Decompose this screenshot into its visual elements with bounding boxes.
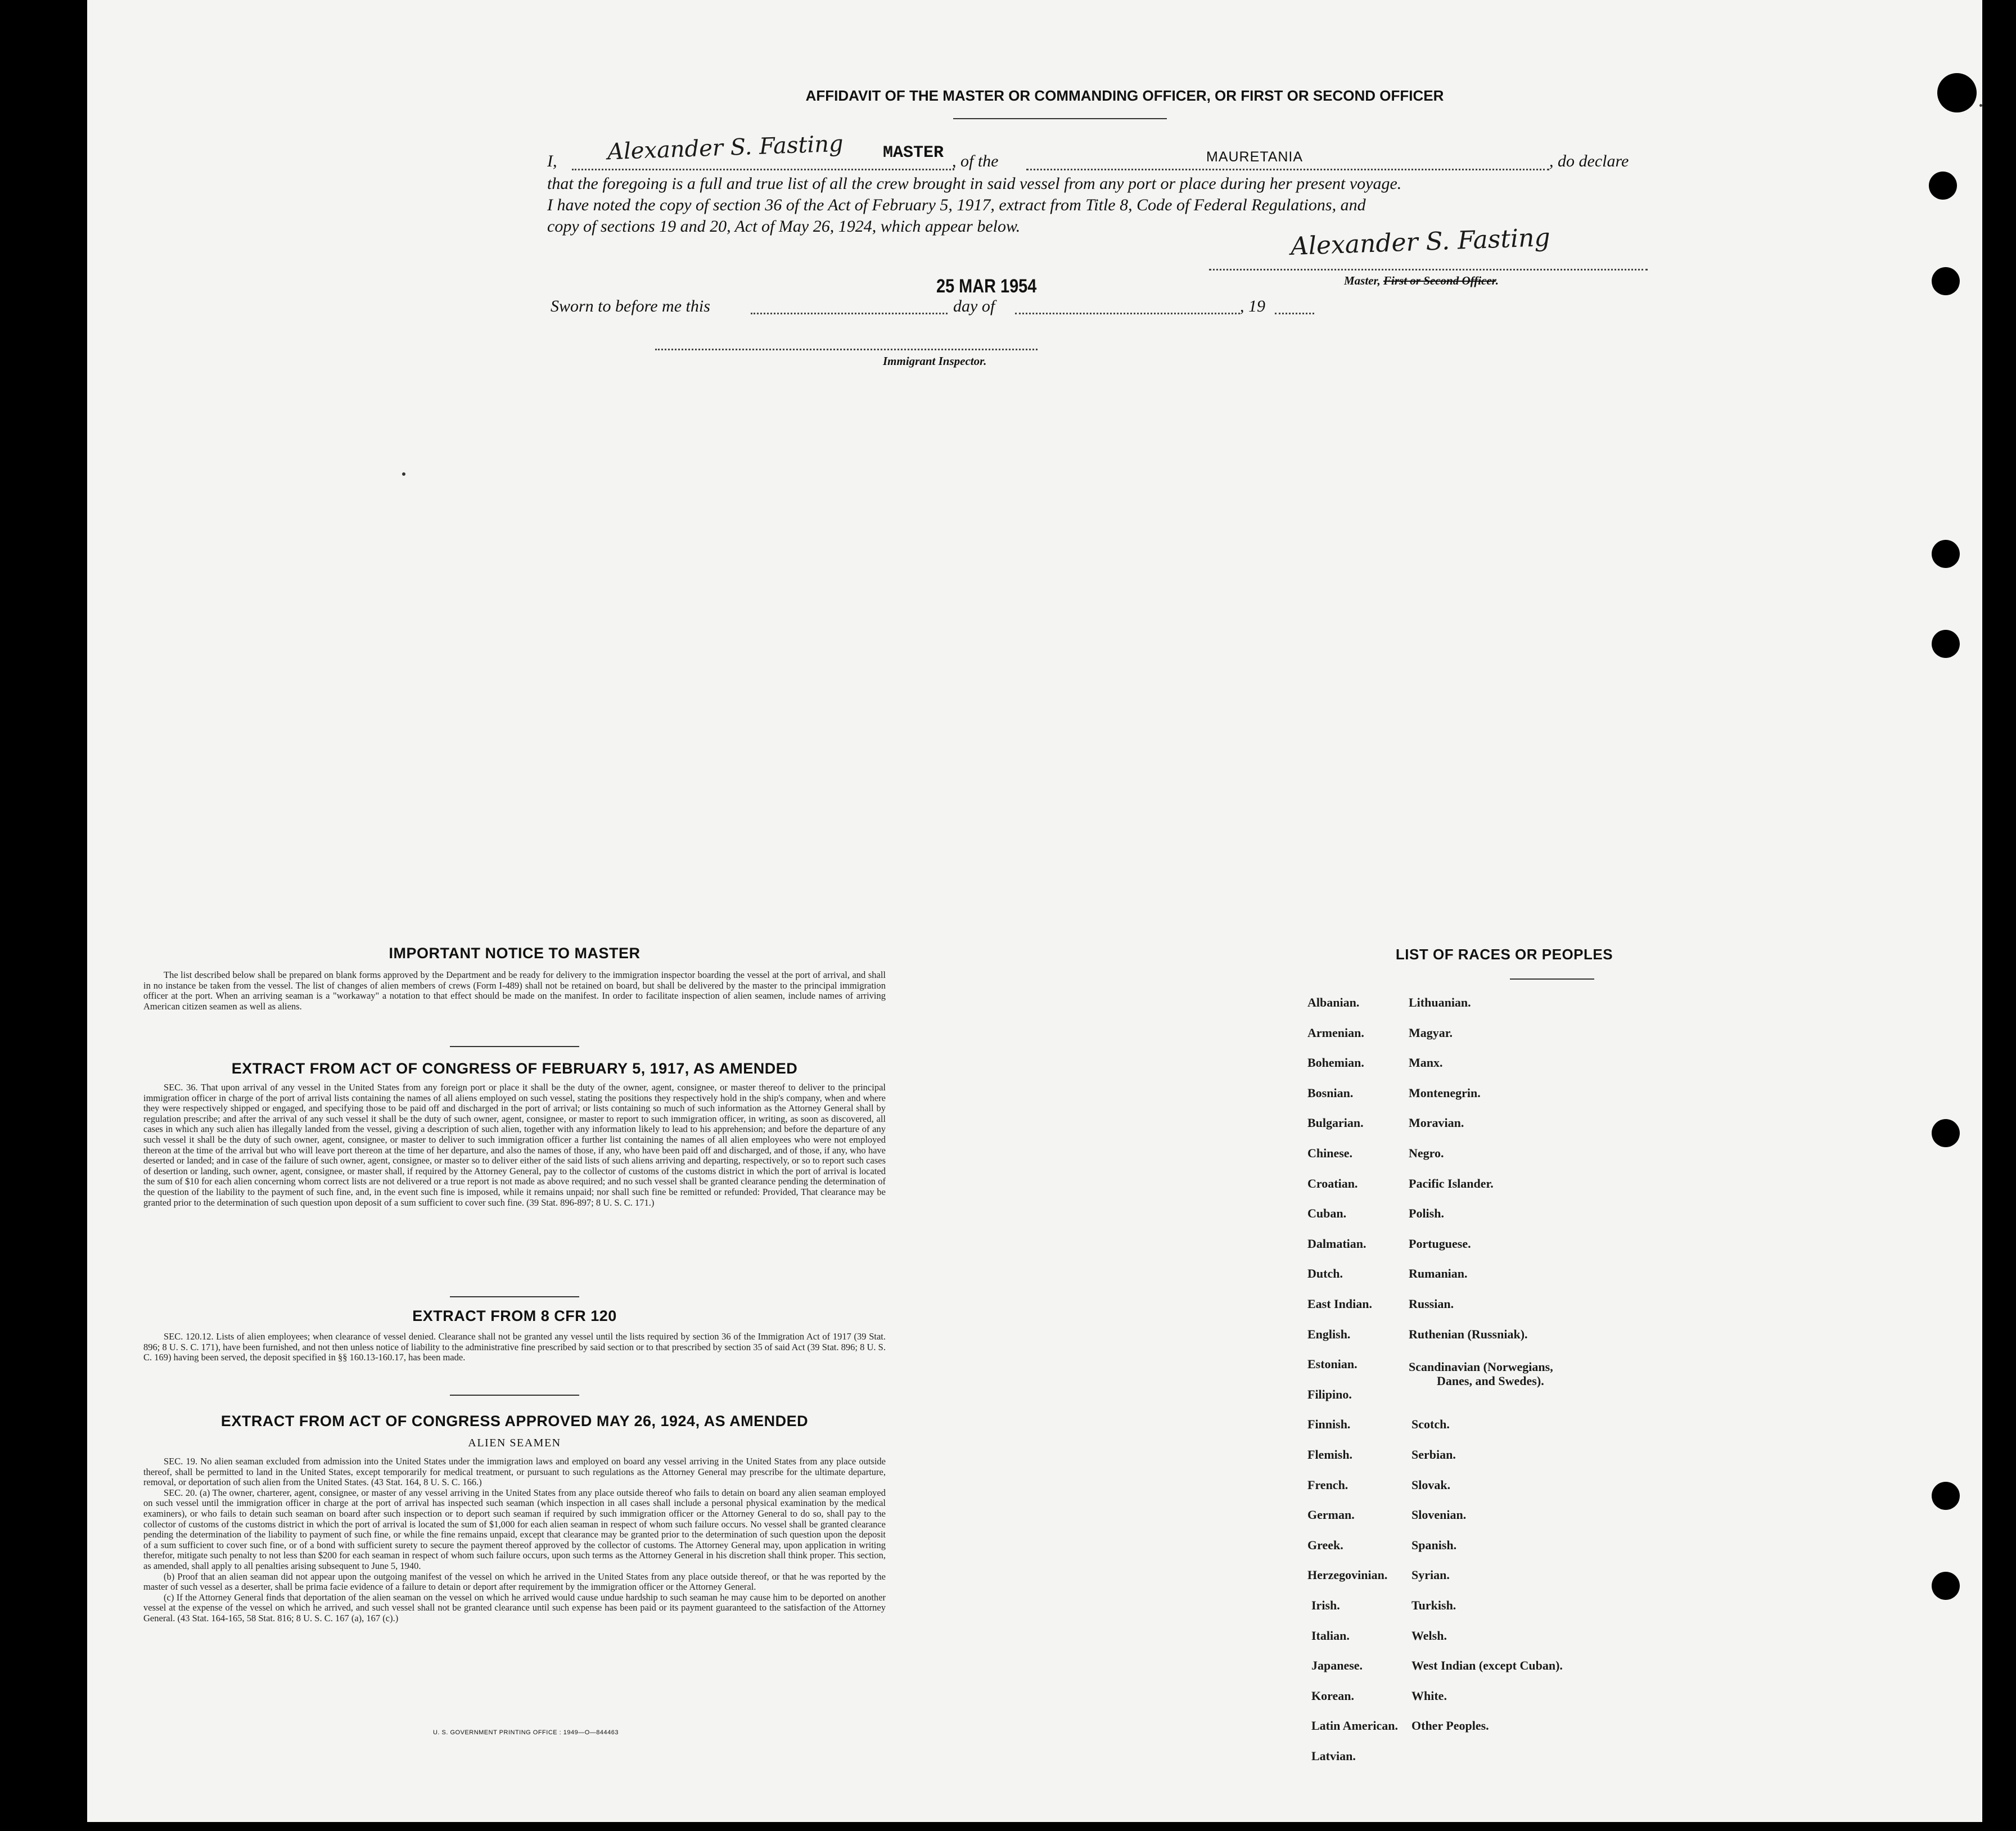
scan-speck: [402, 472, 405, 476]
race-item: Other Peoples.: [1411, 1719, 1489, 1733]
race-item: Magyar.: [1409, 1025, 1453, 1040]
race-item: Polish.: [1409, 1206, 1444, 1221]
race-item: Dalmatian.: [1307, 1236, 1366, 1251]
punch-hole: [1932, 630, 1960, 658]
race-item: Dutch.: [1307, 1266, 1343, 1281]
race-item: Latvian.: [1311, 1749, 1356, 1763]
month-blank: [1015, 313, 1240, 314]
race-item: Turkish.: [1411, 1598, 1456, 1612]
extract-1917-body: [143, 1083, 886, 1208]
date-stamp: 25 MAR 1954: [936, 276, 1037, 297]
race-item: Lithuanian.: [1409, 995, 1471, 1009]
caption-struck-officer: First or Second Officer: [1383, 274, 1496, 287]
race-item: Herzegovinian.: [1307, 1568, 1388, 1582]
notice-body: [143, 970, 886, 1012]
punch-hole: [1929, 172, 1957, 200]
race-item: Syrian.: [1411, 1568, 1450, 1582]
race-item: White.: [1411, 1688, 1447, 1703]
punch-hole: [1932, 1119, 1960, 1147]
race-item: Armenian.: [1307, 1025, 1364, 1040]
declaration-line-4: copy of sections 19 and 20, Act of May 26, 1924, which appear below.: [547, 217, 1021, 236]
sworn-label: Sworn to before me this: [551, 297, 710, 315]
vessel-blank: [1026, 169, 1549, 170]
section-divider: [450, 1296, 579, 1297]
heading-rule: [953, 118, 1167, 119]
races-title-rule: [1510, 978, 1594, 980]
race-item: Japanese.: [1311, 1658, 1363, 1673]
punch-hole: [1937, 73, 1977, 112]
year-prefix: , 19: [1240, 297, 1265, 315]
declarant-signature: Alexander S. Fasting: [607, 130, 844, 165]
rank-typed: MASTER: [883, 143, 944, 163]
section-divider: [450, 1046, 579, 1047]
race-item: Scandinavian (Norwegians,: [1409, 1360, 1553, 1374]
race-item: Welsh.: [1411, 1628, 1447, 1643]
race-item: Flemish.: [1307, 1447, 1353, 1462]
race-item: East Indian.: [1307, 1297, 1372, 1311]
race-item: German.: [1307, 1508, 1355, 1522]
sworn-day-blank: [751, 313, 948, 314]
extract-1924-title: EXTRACT FROM ACT OF CONGRESS APPROVED MAY 26, 1924, AS AMENDED: [220, 1413, 809, 1429]
declaration-line-3: I have noted the copy of section 36 of the Act of February 5, 1917, extract from Title 8, Code of Federal Regulations, and: [547, 196, 1366, 214]
section-20b-text: (b) Proof that an alien seaman did not appear upon the outgoing manifest of the vessel on which he arrived in the United States from any place outside thereof, or that he was reported by the master of such vessel as a deserter, shall be prima facie evidence of a failure to detain or deport after requirement by the immigration officer or the Attorney General.: [143, 1571, 886, 1593]
extract-cfr-body: [143, 1332, 886, 1363]
race-item: Ruthenian (Russniak).: [1409, 1327, 1528, 1341]
race-item: Chinese.: [1307, 1146, 1353, 1160]
declarant-prefix: I,: [547, 152, 557, 170]
do-declare-label: , do declare: [1549, 152, 1629, 170]
race-item: French.: [1307, 1477, 1348, 1492]
races-title: LIST OF RACES OR PEOPLES: [1395, 946, 1613, 963]
race-item: Serbian.: [1411, 1447, 1456, 1462]
caption-master: Master,: [1344, 274, 1381, 287]
race-item: Bosnian.: [1307, 1085, 1354, 1100]
inspector-line: [655, 349, 1038, 350]
master-signature: Alexander S. Fasting: [1290, 223, 1551, 261]
race-item: Montenegrin.: [1409, 1085, 1481, 1100]
name-blank: [572, 169, 954, 170]
race-item: Irish.: [1311, 1598, 1340, 1612]
day-of-label: day of: [953, 297, 995, 315]
extract-1924-subtitle: ALIEN SEAMEN: [468, 1437, 561, 1449]
caption-period: .: [1495, 274, 1499, 287]
race-item: Negro.: [1409, 1146, 1444, 1160]
race-item: Spanish.: [1411, 1537, 1457, 1552]
section-20a-text: SEC. 20. (a) The owner, charterer, agent, consignee, or master of any vessel arriving in the United States from any place outside thereof who fails to detain on board any alien seaman employed on such vessel until the immigration officer in charge at the port of arrival has inspected such seaman (which inspection in all cases shall include a personal physical examination by the medical examiners), or who fails to detain such seaman on board after such inspection or to deport such seaman if required by such immigration officer or the Attorney General to do so, shall pay to the collector of customs of the customs district in which the port of arrival is located the sum of $1,000 for each alien seaman in respect of whom such failure occurs. No vessel shall be granted clearance pending the determination of the liability to payment of such fine, or while the fine remains unpaid, except that clearance may be granted prior to the determination of such question upon the deposit of a sum sufficient to cover such fine, or of a bond with sufficient surety to secure the payment thereof approved by the collector of customs. The Attorney General may, upon application in writing therefor, mitigate such penalty to not less than $200 for each seaman in respect of whom such failure occurs, upon such terms as the Attorney General in his discretion shall think proper. This section, as amended, shall apply to all penalties arising subsequent to June 5, 1940.: [143, 1487, 886, 1571]
signature-line: [1209, 269, 1648, 270]
race-item: Italian.: [1311, 1628, 1350, 1643]
document-page: [87, 0, 1982, 1822]
race-item: English.: [1307, 1327, 1351, 1341]
section-divider: [450, 1395, 579, 1396]
race-item: Rumanian.: [1409, 1266, 1468, 1281]
extract-1924-body: [143, 1456, 886, 1624]
race-item: Bulgarian.: [1307, 1116, 1364, 1130]
affidavit-heading: AFFIDAVIT OF THE MASTER OR COMMANDING OFFICER, OR FIRST OR SECOND OFFICER: [805, 87, 1444, 104]
punch-hole: [1932, 1572, 1960, 1600]
race-item: Danes, and Swedes).: [1437, 1374, 1544, 1388]
race-item: Croatian.: [1307, 1176, 1358, 1190]
section-19-text: SEC. 19. No alien seaman excluded from admission into the United States under the immigration laws and employed on board any vessel arriving in the United States from any place outside thereof, shall be permitted to land in the United States, except temporarily for medical treatment, or pursuant to such regulations as the Attorney General may prescribe for the ultimate departure, removal, or deportation of such alien from the United States. (43 Stat. 164, 8 U. S. C. 166.): [143, 1456, 886, 1488]
punch-hole: [1932, 267, 1960, 295]
notice-paragraph: The list described below shall be prepared on blank forms approved by the Department and be ready for delivery to the immigration inspector boarding the vessel at the port of arrival, and shall in no instance be taken from the vessel. The list of changes of alien members of crews (Form I-489) shall not be retained on board, but shall be delivered by the master to the principal immigration officer at the port. When an arriving seaman is a "workaway" a notation to that effect should be made on the manifest. In order to facilitate inspection of alien seamen, include names of arriving American citizen seamen as well as aliens.: [143, 969, 886, 1012]
race-item: Portuguese.: [1409, 1236, 1471, 1251]
race-item: Moravian.: [1409, 1116, 1464, 1130]
printer-imprint: U. S. GOVERNMENT PRINTING OFFICE : 1949—O—844463: [432, 1729, 619, 1736]
vessel-name: MAURETANIA: [1206, 149, 1304, 165]
race-item: Greek.: [1307, 1537, 1343, 1552]
race-item: Russian.: [1409, 1297, 1454, 1311]
race-item: Estonian.: [1307, 1357, 1357, 1372]
section-36-text: SEC. 36. That upon arrival of any vessel in the United States from any foreign port or place it shall be the duty of the owner, agent, consignee, or master thereof to deliver to the principal immigration officer in charge of the port of arrival lists containing the names of all aliens employed on such vessel, stating the positions they respectively hold in the ship's company, when and where they were respectively shipped or engaged, and specifying those to be paid off and discharged in the port of arrival; or lists containing so much of such information as the Attorney General shall by regulation prescribe; and after the arrival of any such vessel it shall be the duty of such owner, agent, consignee, or master to report to such immigration officer, in writing, as soon as discovered, all cases in which any such alien has illegally landed from the vessel, giving a description of such alien, together with any information likely to lead to his apprehension; and before the departure of any such vessel it shall be the duty of such owner, agent, consignee, or master to deliver to such immigration officer a further list containing the names of all alien employees who were not employed thereon at the time of the arrival but who will leave port thereon at the time of her departure, and also the names of those, if any, who have been paid off and discharged, and of those, if any, who have deserted or landed; and in case of the failure of such owner, agent, consignee, or master so to deliver either of the said lists of such aliens arriving and departing, respectively, or so to report such cases of desertion or landing, such owner, agent, consignee, or master shall, if required by the Attorney General, pay to the collector of customs of the customs district in which the port of arrival is located the sum of $10 for each alien concerning whom correct lists are not delivered or a true report is not made as above required; and no such vessel shall be granted clearance pending the determination of the question of the liability to the payment of such fine, and, in the event such fine is imposed, while it remains unpaid; nor shall such fine be remitted or refunded: Provided, That clearance may be granted prior to the determination of such question upon deposit of a sum sufficient to cover such fine. (39 Stat. 896-897; 8 U. S. C. 171.): [143, 1082, 886, 1208]
inspector-caption: Immigrant Inspector.: [883, 354, 987, 368]
race-item: Filipino.: [1307, 1387, 1352, 1401]
race-item: Bohemian.: [1307, 1056, 1364, 1070]
race-item: Manx.: [1409, 1056, 1443, 1070]
race-item: West Indian (except Cuban).: [1411, 1658, 1563, 1673]
race-item: Slovenian.: [1411, 1508, 1467, 1522]
race-item: Pacific Islander.: [1409, 1176, 1494, 1190]
section-120-12-text: SEC. 120.12. Lists of alien employees; when clearance of vessel denied. Clearance shall not be granted any vessel until the lists required by section 36 of the Immigration Act of 1917 (39 Stat. 896; 8 U. S. C. 171), have been furnished, and not then unless notice of liability to the administrative fine prescribed by said section or to that prescribed by section 35 of said Act (39 Stat. 896; 8 U. S. C. 169) having been served, the deposit specified in §§ 160.13-160.17, has been made.: [143, 1331, 886, 1363]
punch-hole: [1932, 1482, 1960, 1510]
race-item: Albanian.: [1307, 995, 1360, 1009]
race-item: Finnish.: [1307, 1417, 1351, 1432]
race-item: Latin American.: [1311, 1719, 1398, 1733]
signature-caption: [1344, 274, 1499, 288]
section-20c-text: (c) If the Attorney General finds that deportation of the alien seaman on the vessel on which he arrived would cause undue hardship to such seaman he may cause him to be deported on another vessel at the expense of the vessel on which he arrived, and such vessel shall not be granted clearance until such expense has been paid or its payment guaranteed to the satisfaction of the Attorney General. (43 Stat. 164-165, 58 Stat. 816; 8 U. S. C. 167 (a), 167 (c).): [143, 1591, 886, 1623]
punch-hole: [1932, 540, 1960, 568]
extract-cfr-title: EXTRACT FROM 8 CFR 120: [412, 1307, 617, 1324]
year-blank: [1275, 313, 1314, 314]
race-item: Korean.: [1311, 1688, 1354, 1703]
race-item: Scotch.: [1411, 1417, 1450, 1432]
extract-1917-title: EXTRACT FROM ACT OF CONGRESS OF FEBRUARY 5, 1917, AS AMENDED: [231, 1060, 798, 1077]
scan-speck: [1979, 104, 1982, 107]
of-the-label: , of the: [952, 152, 999, 170]
declaration-line-2: that the foregoing is a full and true list of all the crew brought in said vessel from any port or place during her present voyage.: [547, 174, 1402, 193]
race-item: Cuban.: [1307, 1206, 1347, 1221]
notice-title: IMPORTANT NOTICE TO MASTER: [389, 945, 641, 962]
race-item: Slovak.: [1411, 1477, 1451, 1492]
